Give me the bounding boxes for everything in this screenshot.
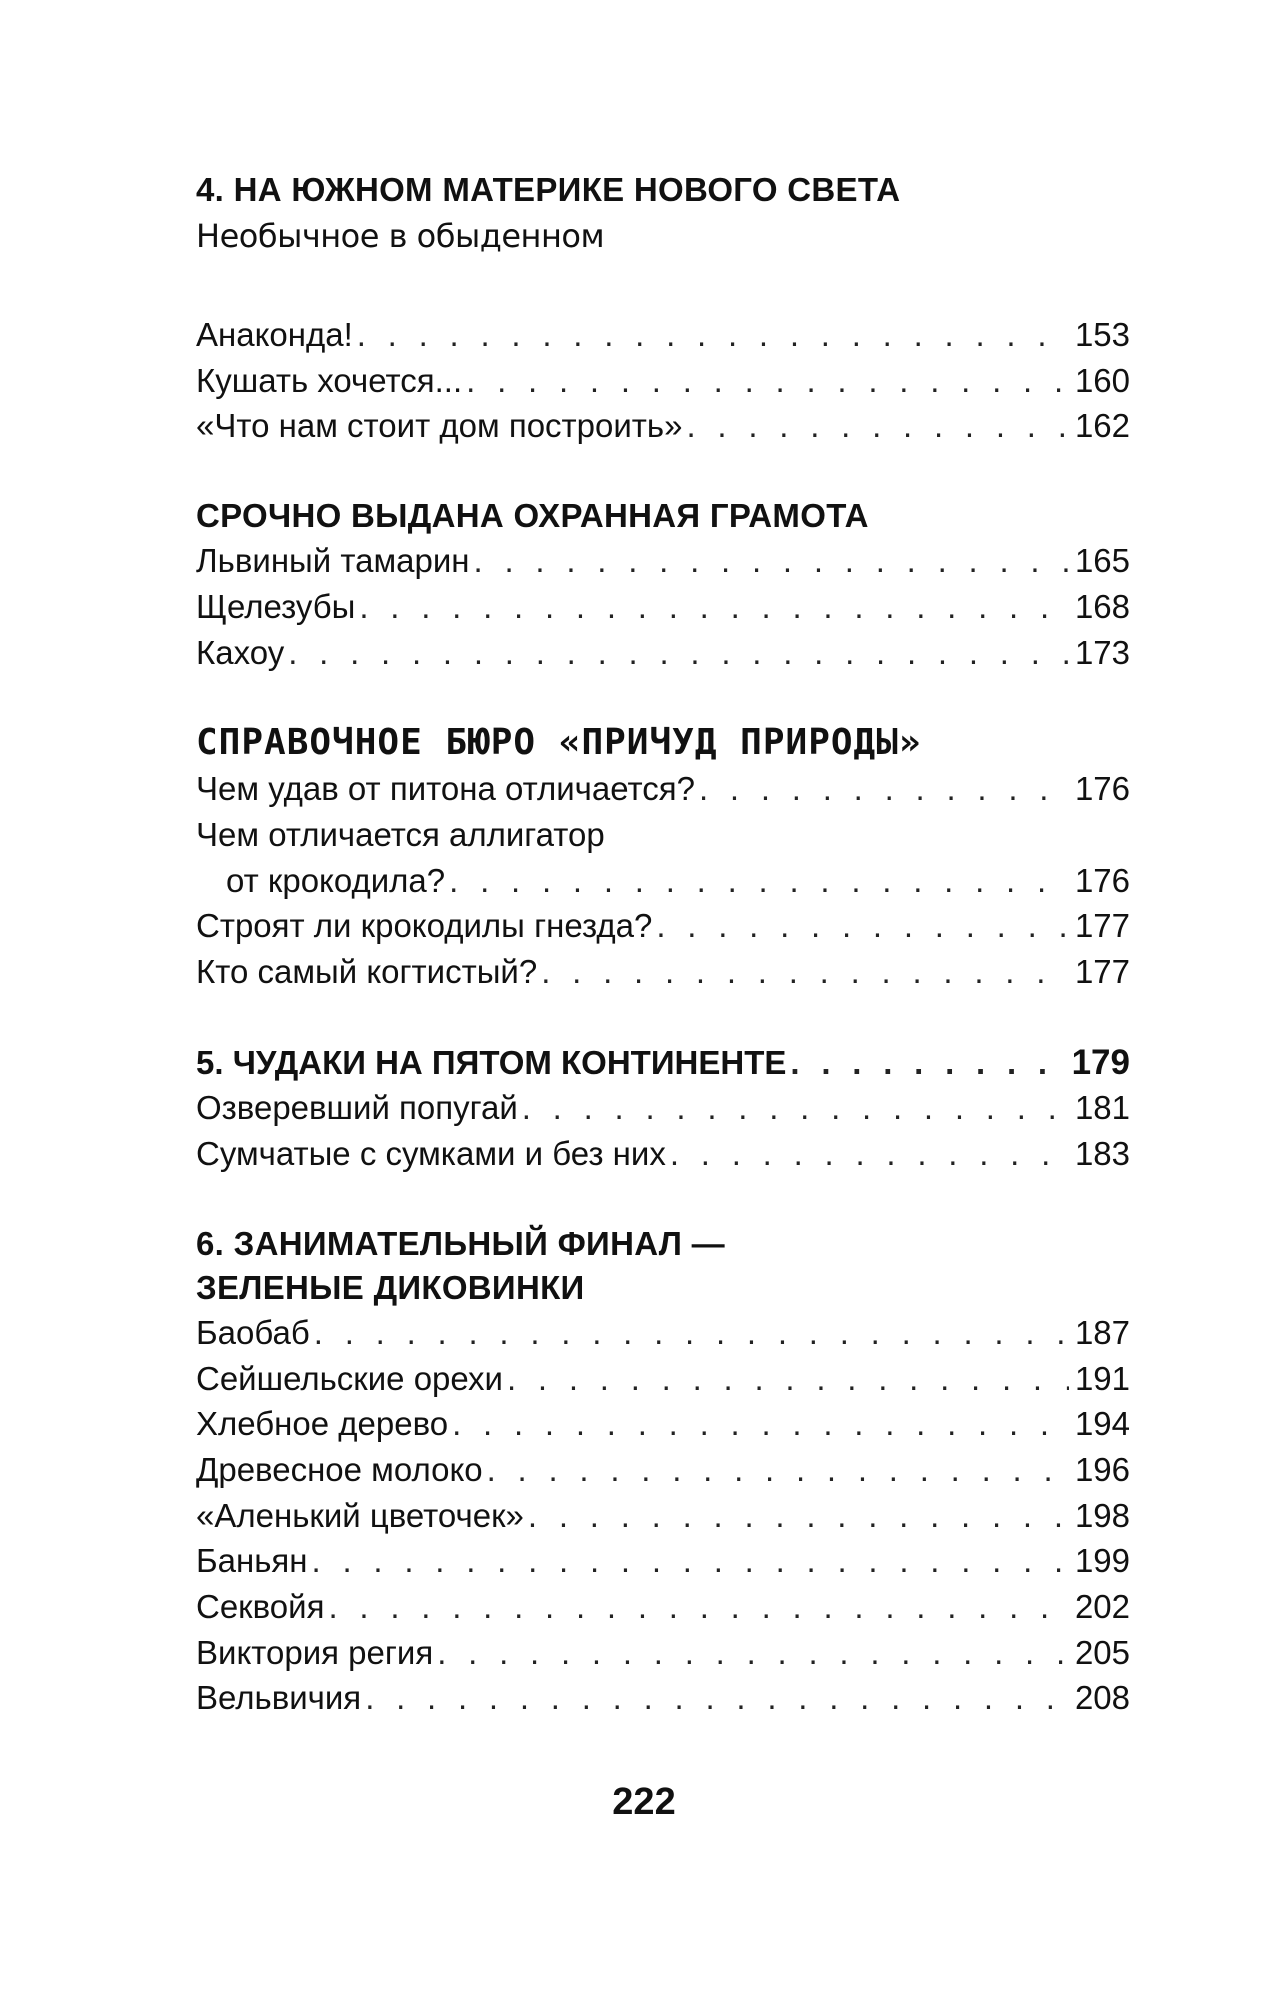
section-heading: 4. НА ЮЖНОМ МАТЕРИКЕ НОВОГО СВЕТА [196,171,901,208]
dot-leader [686,403,1068,449]
toc-entry-label: Озверевший попугай [196,1089,518,1127]
toc-entry-page: 183 [1074,1135,1130,1173]
toc-entry[interactable] [196,358,1130,404]
toc-entry-label: Баньян [196,1542,308,1580]
toc-entry-page: 165 [1074,542,1130,580]
dot-leader [656,903,1069,949]
toc-entry[interactable] [196,1356,1130,1402]
toc-entry-page: 181 [1074,1089,1130,1127]
toc-entry[interactable] [196,403,1130,449]
toc-section-reference-bureau [196,720,1130,995]
toc-entry[interactable] [196,1630,1130,1676]
toc-entry[interactable] [196,584,1130,630]
section-heading [196,1222,1130,1310]
dot-leader [790,1040,1065,1086]
toc-entry-page: 205 [1074,1633,1130,1671]
dot-leader [437,1630,1069,1676]
toc-entry-label: «Что нам стоит дом построить» [196,407,683,445]
toc-entry-page: 196 [1074,1450,1130,1488]
toc-entry-page: 153 [1074,316,1130,353]
toc-entry[interactable] [196,312,1130,358]
toc-entry-label: Львиный тамарин [196,542,470,580]
toc-section-fifth-continent [196,1040,1130,1177]
dot-leader [312,1538,1069,1584]
toc-entry[interactable] [196,538,1130,584]
dot-leader [288,630,1069,676]
toc-section-protection-certificate [196,494,1130,675]
toc-entry[interactable] [196,1310,1130,1356]
dot-leader [449,858,1069,904]
section-heading: СПРАВОЧНОЕ БЮРО «ПРИЧУД ПРИРОДЫ» [196,722,922,764]
toc-entry-label: Анаконда! [196,316,353,353]
toc-entry-page: 162 [1074,407,1130,445]
toc-entry-page: 160 [1074,361,1130,399]
section-heading-line: ЗЕЛЕНЫЕ ДИКОВИНКИ [196,1268,585,1306]
toc-entry-label: Чем удав от питона отличается? [196,770,695,808]
toc-entry-page: 176 [1074,861,1130,899]
toc-entry-label: Сумчатые с сумками и без них [196,1135,666,1173]
dot-leader [365,1675,1069,1721]
toc-entry-label: Щелезубы [196,587,356,625]
dot-leader [487,1447,1069,1493]
dot-leader [466,358,1069,404]
toc-entry-page: 179 [1071,1042,1130,1082]
toc-entry[interactable] [196,1538,1130,1584]
toc-entry-label: от крокодила? [226,861,446,899]
toc-entry-page: 202 [1074,1588,1130,1626]
dot-leader [528,1493,1069,1539]
toc-entry[interactable] [196,949,1130,995]
toc-entry[interactable] [196,903,1130,949]
toc-entry-continuation [196,858,1130,904]
toc-entry-page: 191 [1074,1359,1130,1397]
section-heading: 5. ЧУДАКИ НА ПЯТОМ КОНТИНЕНТЕ [196,1043,787,1081]
toc-entry-label: Кто самый когтистый? [196,953,538,991]
dot-leader [328,1584,1068,1630]
dot-leader [541,949,1069,995]
dot-leader [357,312,1069,358]
toc-entry[interactable] [196,1085,1130,1131]
page-number: 222 [612,1781,676,1823]
toc-entry[interactable] [196,1584,1130,1630]
dot-leader [522,1085,1069,1131]
dot-leader [359,584,1069,630]
section-heading: СРОЧНО ВЫДАНА ОХРАННАЯ ГРАМОТА [196,497,869,535]
toc-entry-label: Древесное молоко [196,1450,483,1488]
toc-entry-label: Баобаб [196,1313,310,1351]
toc-section-south-america [196,168,1130,449]
toc-entry-label: Строят ли крокодилы гнезда? [196,907,653,945]
toc-entry-page: 187 [1074,1313,1130,1351]
section-heading-line: 6. ЗАНИМАТЕЛЬНЫЙ ФИНАЛ — [196,1224,725,1262]
toc-entry-label: Кушать хочется... [196,361,463,399]
toc-entry[interactable] [196,1675,1130,1721]
toc-entry-page: 199 [1074,1542,1130,1580]
dot-leader [474,538,1069,584]
dot-leader [699,766,1069,812]
toc-entry-page: 176 [1074,770,1130,808]
toc-entry-label: Сейшельские орехи [196,1359,503,1397]
toc-entry[interactable] [196,1401,1130,1447]
dot-leader [452,1401,1069,1447]
toc-entry-label: Вельвичия [196,1679,362,1717]
toc-entry-label: Кахоу [196,633,285,671]
toc-entry-page: 177 [1074,907,1130,945]
toc-entry-label: Виктория регия [196,1633,434,1671]
dot-leader [670,1131,1069,1177]
toc-entry-label: Секвойя [196,1588,325,1626]
toc-entry-page: 173 [1074,633,1130,671]
toc-entry-page: 194 [1074,1405,1130,1443]
toc-entry[interactable] [196,1493,1130,1539]
toc-entry[interactable] [196,766,1130,812]
toc-entry-label: Чем отличается аллигатор [196,815,605,853]
toc-entry-label: «Аленький цветочек» [196,1496,524,1534]
toc-entry-page: 177 [1074,953,1130,991]
toc-entry[interactable] [196,1447,1130,1493]
table-of-contents [196,168,1130,1766]
toc-section-green-wonders [196,1222,1130,1721]
toc-entry[interactable] [196,812,1130,903]
toc-entry-page: 208 [1074,1679,1130,1717]
toc-chapter-entry[interactable] [196,1040,1130,1086]
toc-entry-label: Хлебное дерево [196,1405,449,1443]
toc-entry[interactable] [196,1131,1130,1177]
dot-leader [314,1310,1069,1356]
toc-entry-page: 198 [1074,1496,1130,1534]
dot-leader [507,1356,1069,1402]
toc-entry-page: 168 [1074,587,1130,625]
section-subtitle: Необычное в обыденном [196,217,605,255]
toc-entry[interactable] [196,630,1130,676]
